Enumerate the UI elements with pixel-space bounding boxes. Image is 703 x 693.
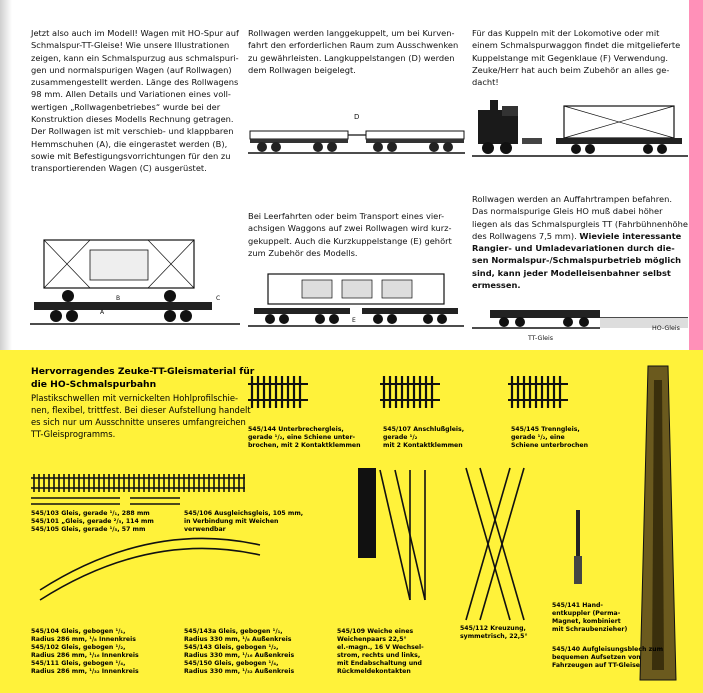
label-b: B <box>116 295 121 302</box>
uncoupler-141 <box>574 510 582 584</box>
caption-line: Fahrzeugen auf TT-Gleise <box>552 662 640 669</box>
caption-line: symmetrisch, 22,5° <box>460 633 528 640</box>
curved-track <box>40 538 260 600</box>
caption-line: bequemen Aufsetzen von <box>552 654 641 661</box>
gondola-on-flatcar-figure <box>30 230 240 332</box>
text-line: gen und normalspurigen Wagen (auf Rollwagen) <box>31 64 232 75</box>
caption-line: Radius 286 mm, ¹/₁₆ Innenkreis <box>31 652 139 659</box>
caption-line: 545/104 Gleis, gebogen ¹/₁, <box>31 628 126 635</box>
caption-line: 545/144 Unterbrechergleis, <box>248 426 344 433</box>
straight-track-107 <box>380 376 440 408</box>
label-c: C <box>216 295 221 302</box>
straight-track-145 <box>508 376 568 408</box>
ramp-text <box>472 193 690 291</box>
long-coupled-flatcars-figure <box>248 95 465 163</box>
crossing-112 <box>466 468 524 620</box>
text-line: Rollwagen werden an Auffahrtrampen befahren. <box>472 194 672 204</box>
caption-line: 545/103 Gleis, gerade ¹/₁, 288 mm <box>31 510 150 517</box>
text-line: zum Zubehör des Modells. <box>248 247 358 258</box>
caption-line: mit Schraubenzieher) <box>552 626 628 633</box>
caption-line: mit Endabschaltung und <box>337 660 422 667</box>
four-axle-wagon <box>268 274 444 304</box>
text-line: dem Rollwagen beigelegt. <box>248 64 356 75</box>
caption-545-145 <box>511 426 631 450</box>
caption-line: verwendbar <box>184 526 226 533</box>
text-line: zeigen, kann ein Schmalspurzug aus schmalspuri- <box>31 52 239 63</box>
caption-line: el.-magn., 16 V Wechsel- <box>337 644 424 651</box>
caption-line: 545/105 Gleis, gerade ¹/₅, 57 mm <box>31 526 146 533</box>
label-a: A <box>100 309 105 316</box>
caption-line: 545/101 „Gleis, gerade ²/₅, 114 mm <box>31 518 154 525</box>
caption-line: gerade ¹/₂, eine <box>511 434 565 441</box>
text-line: Der Rollwagen ist mit verschieb- und klappbaren <box>31 126 234 137</box>
text-line: 98 mm. Allen Details und Variationen eines voll- <box>31 89 231 100</box>
caption-line: 545/106 Ausgleichsgleis, 105 mm, <box>184 510 304 517</box>
caption-line: 545/141 Hand- <box>552 602 604 609</box>
text-line: wertigen „Rollwagenbetriebes“ wurde bei der <box>31 101 221 112</box>
caption-line: 545/140 Aufgleisungsblech zum <box>552 646 664 653</box>
text-line: achsigen Waggons auf zwei Rollwagen wird kurz- <box>248 223 452 234</box>
caption-line: 545/102 Gleis, gebogen ¹/₂, <box>31 644 126 651</box>
caption-line: 545/112 Kreuzung, <box>460 625 526 632</box>
locomotive-coupling-text <box>472 27 687 88</box>
text-line: Kuppelstange mit Gegenklaue (F) Verwendung. <box>472 52 669 63</box>
caption-line: 545/109 Weiche eines <box>337 628 414 635</box>
long-straight-track <box>31 474 245 492</box>
caption-line: 545/145 Trenngleis, <box>511 426 580 433</box>
caption-545-140 <box>552 646 672 670</box>
caption-line: Rückmeldekontakten <box>337 668 411 675</box>
locomotive-coupling-figure <box>472 88 688 166</box>
text-line: TT-Gleisprogramms. <box>31 429 116 439</box>
caption-line: Radius 330 mm, ¹/₁₆ Außenkreis <box>184 652 295 659</box>
text-line: des Rollwagens 7,5 mm). <box>472 230 577 241</box>
caption-line: Magnet, kombiniert <box>552 618 621 625</box>
caption-line: Radius 286 mm, ¹/₃₂ Innenkreis <box>31 668 139 675</box>
title-line: die HO-Schmalspurbahn <box>31 378 157 390</box>
long-coupling-text <box>248 27 463 76</box>
caption-line: 545/143 Gleis, gebogen ¹/₂, <box>184 644 279 651</box>
text-line: Zeuke/Herr hat auch beim Zubehör an alles ge- <box>472 64 670 75</box>
text-line: sowie mit Befestigungsvorrichtungen für den zu <box>31 150 231 161</box>
caption-545-104 <box>31 628 176 676</box>
text-line: nen, flexibel, trittfest. Bei dieser Aufstellung handelt <box>31 405 251 415</box>
text-line: Rollwagen werden langgekuppelt, um bei Kurven- <box>248 28 455 38</box>
text-line: Jetzt also auch im Modell! Wagen mit HO-Spur auf <box>31 28 239 38</box>
label-ho-gleis: HO-Gleis <box>652 325 680 332</box>
caption-line: Schiene unterbrochen <box>511 442 589 449</box>
text-line-bold: Rangier- und Umladevariationen durch die- <box>472 243 675 254</box>
caption-line: mit 2 Kontaktklemmen <box>383 442 463 449</box>
caption-line: Radius 286 mm, ¹/₈ Innenkreis <box>31 636 136 643</box>
intro-text <box>31 27 246 175</box>
text-line: zu gewährleisten. Langkuppelstangen (D) werden <box>248 52 455 63</box>
short-coupling-text <box>248 210 463 259</box>
caption-line: Weichenpaars 22,5° <box>337 636 407 643</box>
caption-line: strom, rechts und links, <box>337 652 421 659</box>
caption-545-109 <box>337 628 457 676</box>
text-line: Hemmschuhen (A), die eingerastet werden (B), <box>31 138 228 149</box>
turnout-109 <box>358 468 425 600</box>
text-line-bold: sind, kann jeder Modelleisenbahner selbst <box>472 267 671 278</box>
pink-side-strip <box>689 0 703 350</box>
text-line: Das normalspurige Gleis HO muß dabei höher <box>472 206 663 217</box>
label-d: D <box>354 113 360 121</box>
text-line: liegen als das Schmalspurgleis TT (Fahrbühnenhöhe <box>472 218 688 229</box>
text-line: Bei Leerfahrten oder beim Transport eines vier- <box>248 211 445 221</box>
caption-line: in Verbindung mit Weichen <box>184 518 279 525</box>
text-line: transportierenden Wagen (C) ausgerüstet. <box>31 163 207 174</box>
text-line: Für das Kuppeln mit der Lokomotive oder mit <box>472 28 660 38</box>
text-line: gekuppelt. Auch die Kurzkuppelstange (E) gehört <box>248 235 452 246</box>
caption-545-103 <box>31 510 181 534</box>
text-line: Plastikschwellen mit vernickelten Hohlprofilschie- <box>31 393 239 403</box>
caption-line: gerade ¹/₂, eine Schiene unter- <box>248 434 356 441</box>
text-line-bold: ermessen. <box>472 280 521 291</box>
caption-line: 545/111 Gleis, gebogen ¹/₄, <box>31 660 126 667</box>
caption-545-144 <box>248 426 376 450</box>
caption-545-106 <box>184 510 324 534</box>
text-line: dacht! <box>472 77 499 88</box>
text-line: einem Schmalspurwaggon findet die mitgelieferte <box>472 40 681 51</box>
caption-line: 545/107 Anschlußgleis, <box>383 426 465 433</box>
text-line: zusammengestellt werden. Länge des Rollwagens <box>31 77 239 88</box>
caption-line: 545/150 Gleis, gebogen ¹/₄, <box>184 660 279 667</box>
title-line: Hervorragendes Zeuke-TT-Gleismaterial für <box>31 366 255 377</box>
straight-track-144 <box>248 372 308 424</box>
caption-545-143a <box>184 628 329 676</box>
caption-545-107 <box>383 426 493 450</box>
label-tt-gleis: TT-Gleis <box>528 335 554 342</box>
caption-line: gerade ¹/₂ <box>383 434 418 441</box>
label-e: E <box>352 317 356 324</box>
text-line-bold: sen Normalspur-/Schmalspurbetrieb möglich <box>472 255 682 266</box>
ramp-figure <box>472 296 688 344</box>
text-line: es sich nur um Ausschnitte unseres umfangreichen <box>31 417 246 427</box>
text-line: fahrt den erforderlichen Raum zum Ausschwenken <box>248 40 459 51</box>
short-straight-tracks <box>31 498 180 504</box>
caption-line: Radius 330 mm, ¹/₃₂ Außenkreis <box>184 668 295 675</box>
caption-line: Radius 330 mm, ¹/₈ Außenkreis <box>184 636 292 643</box>
caption-line: entkuppler (Perma- <box>552 610 621 617</box>
caption-545-141 <box>552 602 652 634</box>
text-line-bold: Wieviele interessante <box>579 230 682 241</box>
text-line: Konstruktion dieses Modells Rechnung getragen. <box>31 114 234 125</box>
caption-line: 545/143a Gleis, gebogen ¹/₁, <box>184 628 283 635</box>
caption-line: brochen, mit 2 Kontaktklemmen <box>248 442 361 449</box>
four-axle-wagon-figure <box>248 268 464 334</box>
text-line: Schmalspur-TT-Gleise! Wie unsere Illustrationen <box>31 40 230 51</box>
